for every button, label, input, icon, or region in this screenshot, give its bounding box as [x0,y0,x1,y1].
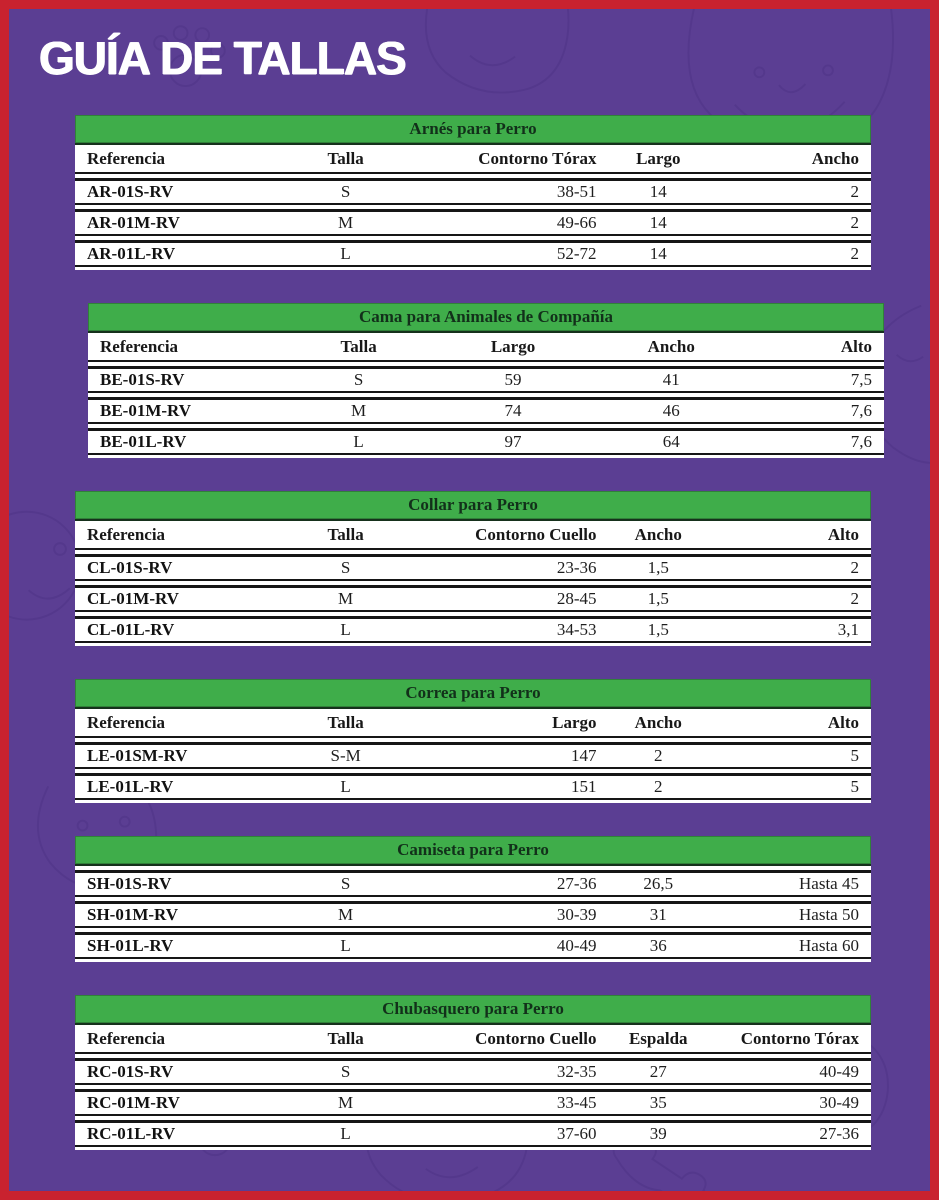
table-cell: 49-66 [556,212,597,232]
table-cell: 1,5 [647,619,669,639]
column-header: Contorno Cuello [475,524,597,544]
table-cell: 147 [571,745,597,765]
table-cell: SH-01L-RV [87,935,174,955]
table-header-row [75,709,871,738]
table-cell: 2 [850,243,859,263]
table-cell: 1,5 [647,557,669,577]
table-cell: Hasta 60 [799,935,859,955]
column-header: Alto [827,524,859,544]
table-cell: M [338,1092,354,1112]
column-header: Espalda [628,1028,688,1048]
table-row [75,932,871,959]
table-cell: 37-60 [556,1123,597,1143]
table-row [75,554,871,581]
table-cell: 36 [649,935,667,955]
table-title-bar: Chubasquero para Perro [75,995,871,1025]
table-row [88,366,884,393]
table-cell: 2 [850,588,859,608]
table-collar-para-perro [75,491,871,646]
column-header: Referencia [87,1028,166,1048]
column-header: Referencia [87,712,166,732]
table-cell: 7,6 [850,400,872,420]
table-cell: 40-49 [819,1061,859,1081]
column-header: Contorno Tórax [740,1028,859,1048]
table-cell: 74 [504,400,522,420]
table-row [88,428,884,455]
table-cell: CL-01L-RV [87,619,175,639]
table-cell: L [340,776,351,796]
table-title-bar: Collar para Perro [75,491,871,521]
table-cell: 2 [850,181,859,201]
table-cell: LE-01SM-RV [87,745,188,765]
table-cell: 41 [662,369,680,389]
table-row [75,209,871,236]
table-cell: 2 [654,776,663,796]
table-cell: S [353,369,364,389]
table-cell: 28-45 [556,588,597,608]
table-row [75,585,871,612]
page-title: GUÍA DE TALLAS [39,32,406,84]
table-cell: M [338,588,354,608]
table-cell: CL-01S-RV [87,557,173,577]
table-title-bar: Correa para Perro [75,679,871,709]
table-cell: AR-01M-RV [87,212,180,232]
table-cell: S-M [330,745,361,765]
table-row [75,742,871,769]
table-cell: 52-72 [556,243,597,263]
table-cama-para-animales [88,303,884,458]
table-cell: CL-01M-RV [87,588,179,608]
table-row [75,1120,871,1147]
table-cell: RC-01M-RV [87,1092,180,1112]
column-header: Largo [636,148,681,168]
table-cell: 151 [571,776,597,796]
dog-face-sketch [9,512,81,620]
table-cell: RC-01L-RV [87,1123,176,1143]
column-header: Referencia [87,524,166,544]
column-header: Referencia [100,336,179,356]
table-cell: 46 [662,400,680,420]
table-cell: 14 [649,212,667,232]
column-header: Talla [327,148,364,168]
column-header: Alto [840,336,872,356]
table-cell: 39 [649,1123,667,1143]
table-cell: S [340,181,351,201]
column-header: Ancho [634,524,682,544]
table-cell: 35 [649,1092,667,1112]
column-header: Largo [552,712,597,732]
column-header: Largo [490,336,536,356]
table-cell: LE-01L-RV [87,776,174,796]
table-cell: 27-36 [556,873,597,893]
table-cell: 7,5 [850,369,872,389]
table-cell: S [340,1061,351,1081]
column-header: Talla [327,524,364,544]
table-cell: S [340,873,351,893]
table-cell: 97 [504,431,522,451]
table-cell: 32-35 [556,1061,597,1081]
table-cell: 1,5 [647,588,669,608]
table-cell: 14 [649,243,667,263]
table-cell: 2 [850,212,859,232]
table-cell: L [340,1123,351,1143]
table-cell: 27-36 [819,1123,859,1143]
table-cell: M [351,400,367,420]
table-cell: L [353,431,364,451]
table-title-bar: Cama para Animales de Compañía [88,303,884,333]
table-cell: 33-45 [556,1092,597,1112]
table-cell: 14 [649,181,667,201]
table-cell: 40-49 [556,935,597,955]
table-row [75,1058,871,1085]
table-cell: BE-01M-RV [100,400,192,420]
column-header: Talla [340,336,377,356]
column-header: Ancho [811,148,859,168]
table-cell: L [340,935,351,955]
table-cell: AR-01S-RV [87,181,174,201]
table-cell: 64 [662,431,680,451]
table-header-row [75,521,871,550]
table-chubasquero-para-perro [75,995,871,1150]
column-header: Talla [327,712,364,732]
table-cell: Hasta 45 [799,873,859,893]
table-title-bar: Camiseta para Perro [75,836,871,866]
table-cell: AR-01L-RV [87,243,176,263]
table-header-row [75,1025,871,1054]
table-cell: SH-01M-RV [87,904,179,924]
table-cell: S [340,557,351,577]
column-header: Referencia [87,148,166,168]
column-header: Ancho [647,336,695,356]
table-header-row [75,145,871,174]
table-cell: 5 [850,745,859,765]
table-cell: 30-49 [819,1092,859,1112]
table-cell: 38-51 [556,181,597,201]
table-header-row [88,333,884,362]
table-camiseta-para-perro [75,836,871,962]
column-header: Contorno Tórax [478,148,597,168]
table-cell: L [340,243,351,263]
table-row [75,870,871,897]
table-cell: 59 [504,369,522,389]
table-cell: L [340,619,351,639]
column-header: Alto [827,712,859,732]
table-row [75,178,871,205]
column-header: Contorno Cuello [475,1028,597,1048]
table-cell: Hasta 50 [799,904,859,924]
table-cell: 7,6 [850,431,872,451]
table-row [75,240,871,267]
table-cell: 31 [649,904,667,924]
table-cell: M [338,212,354,232]
table-cell: 23-36 [556,557,597,577]
table-row [88,397,884,424]
table-cell: RC-01S-RV [87,1061,174,1081]
table-correa-para-perro [75,679,871,803]
table-cell: BE-01S-RV [100,369,185,389]
table-row [75,901,871,928]
table-title-bar: Arnés para Perro [75,115,871,145]
table-cell: 2 [850,557,859,577]
table-cell: 30-39 [556,904,597,924]
table-cell: 34-53 [556,619,597,639]
table-cell: 2 [654,745,663,765]
table-cell: M [338,904,354,924]
table-cell: 27 [649,1061,667,1081]
column-header: Ancho [634,712,682,732]
table-arnes-para-perro [75,115,871,270]
table-cell: 3,1 [837,619,859,639]
table-row [75,616,871,643]
table-cell: 5 [850,776,859,796]
table-cell: BE-01L-RV [100,431,187,451]
table-cell: SH-01S-RV [87,873,172,893]
table-cell: 26,5 [643,873,674,893]
table-row [75,773,871,800]
table-row [75,1089,871,1116]
column-header: Talla [327,1028,364,1048]
